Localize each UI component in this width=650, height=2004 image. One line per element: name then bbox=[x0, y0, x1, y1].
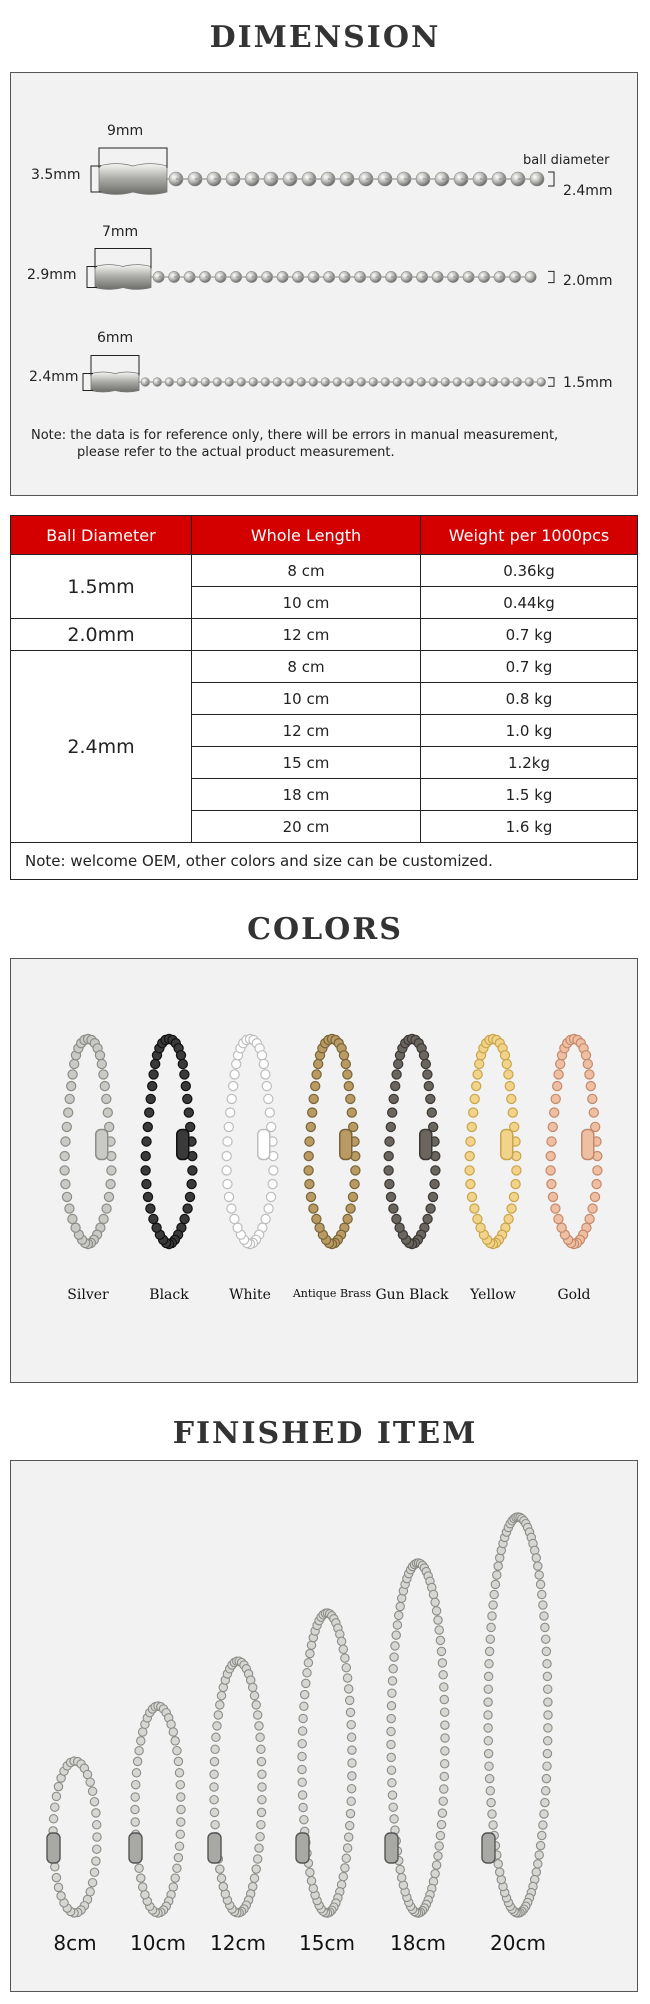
length-cell: 15 cm bbox=[192, 747, 421, 779]
finished-title: FINISHED ITEM bbox=[172, 1416, 478, 1451]
table-row bbox=[11, 619, 638, 651]
weight-cell: 0.7 kg bbox=[421, 651, 638, 683]
color-chain-antique-brass bbox=[304, 1034, 360, 1248]
colors-panel bbox=[10, 958, 638, 1383]
ball-size-label-2: 2.0mm bbox=[563, 273, 613, 289]
length-cell: 10 cm bbox=[192, 683, 421, 715]
finished-label: 8cm bbox=[53, 1931, 97, 1955]
color-label: Antique Brass bbox=[292, 1287, 372, 1300]
chain-clasp bbox=[95, 265, 151, 290]
finished-label: 20cm bbox=[490, 1931, 546, 1955]
header-whole-length: Whole Length bbox=[192, 516, 421, 555]
color-label: Gun Black bbox=[375, 1287, 449, 1303]
color-label: Black bbox=[149, 1287, 189, 1303]
clasp-height-label-1: 3.5mm bbox=[31, 167, 81, 183]
clasp-width-label-1: 9mm bbox=[107, 123, 144, 139]
length-cell: 18 cm bbox=[192, 779, 421, 811]
length-cell: 12 cm bbox=[192, 715, 421, 747]
color-label: White bbox=[229, 1287, 271, 1303]
weight-cell: 1.0 kg bbox=[421, 715, 638, 747]
finished-label: 18cm bbox=[390, 1931, 446, 1955]
color-label: Gold bbox=[557, 1287, 591, 1303]
diameter-cell: 2.0mm bbox=[11, 619, 192, 651]
clasp-width-label-2: 7mm bbox=[102, 224, 139, 240]
length-cell: 10 cm bbox=[192, 587, 421, 619]
chain-clasp bbox=[91, 372, 139, 392]
ball-size-label-1: 2.4mm bbox=[563, 183, 613, 199]
finished-panel bbox=[10, 1460, 638, 1992]
dimension-note-line2: please refer to the actual product measurement. bbox=[77, 445, 395, 460]
dimension-note-line1: Note: the data is for reference only, there will be errors in manual measurement, bbox=[31, 428, 559, 443]
weight-cell: 0.7 kg bbox=[421, 619, 638, 651]
header-ball-diameter: Ball Diameter bbox=[11, 516, 192, 555]
table-note: Note: welcome OEM, other colors and size can be customized. bbox=[11, 843, 638, 880]
finished-chains-svg bbox=[11, 1461, 637, 1991]
finished-chain-12cm bbox=[208, 1657, 266, 1917]
clasp-height-label-2: 2.9mm bbox=[27, 267, 77, 283]
length-cell: 12 cm bbox=[192, 619, 421, 651]
ball-diameter-label: ball diameter bbox=[523, 153, 610, 168]
finished-chain-15cm bbox=[296, 1609, 356, 1917]
color-chains-svg bbox=[11, 959, 637, 1382]
finished-chain-18cm bbox=[385, 1559, 449, 1917]
header-weight: Weight per 1000pcs bbox=[421, 516, 638, 555]
color-chain-gun-black bbox=[384, 1034, 440, 1248]
color-chain-white bbox=[222, 1034, 278, 1248]
table-row bbox=[11, 651, 638, 683]
finished-chain-10cm bbox=[129, 1702, 185, 1917]
finished-label: 10cm bbox=[130, 1931, 186, 1955]
ball-size-label-3: 1.5mm bbox=[563, 375, 613, 391]
clasp-height-label-3: 2.4mm bbox=[29, 369, 79, 385]
weight-cell: 0.36kg bbox=[421, 555, 638, 587]
color-chain-gold bbox=[546, 1034, 602, 1248]
finished-label: 15cm bbox=[299, 1931, 355, 1955]
weight-cell: 0.8 kg bbox=[421, 683, 638, 715]
color-label: Yellow bbox=[470, 1287, 516, 1303]
diameter-cell: 2.4mm bbox=[11, 651, 192, 843]
table-row bbox=[11, 555, 638, 587]
finished-chain-20cm bbox=[482, 1513, 552, 1917]
chain-ball bbox=[525, 271, 536, 282]
chain-ball bbox=[530, 172, 544, 186]
colors-title: COLORS bbox=[247, 912, 403, 947]
weight-cell: 0.44kg bbox=[421, 587, 638, 619]
spec-table bbox=[10, 515, 638, 880]
weight-cell: 1.2kg bbox=[421, 747, 638, 779]
color-chain-yellow bbox=[465, 1034, 521, 1248]
table-header-row bbox=[11, 516, 638, 555]
length-cell: 20 cm bbox=[192, 811, 421, 843]
weight-cell: 1.5 kg bbox=[421, 779, 638, 811]
finished-label: 12cm bbox=[210, 1931, 266, 1955]
color-chain-black bbox=[141, 1034, 197, 1248]
chain-ball bbox=[537, 378, 546, 387]
finished-chain-8cm bbox=[47, 1757, 101, 1917]
dimension-title: DIMENSION bbox=[209, 20, 441, 55]
length-cell: 8 cm bbox=[192, 555, 421, 587]
color-label: Silver bbox=[67, 1287, 109, 1303]
table-note-row bbox=[11, 843, 638, 880]
diameter-cell: 1.5mm bbox=[11, 555, 192, 619]
chain-clasp bbox=[99, 164, 167, 195]
clasp-width-label-3: 6mm bbox=[97, 330, 134, 346]
dimension-panel bbox=[10, 72, 638, 496]
length-cell: 8 cm bbox=[192, 651, 421, 683]
color-chain-silver bbox=[60, 1034, 116, 1248]
weight-cell: 1.6 kg bbox=[421, 811, 638, 843]
